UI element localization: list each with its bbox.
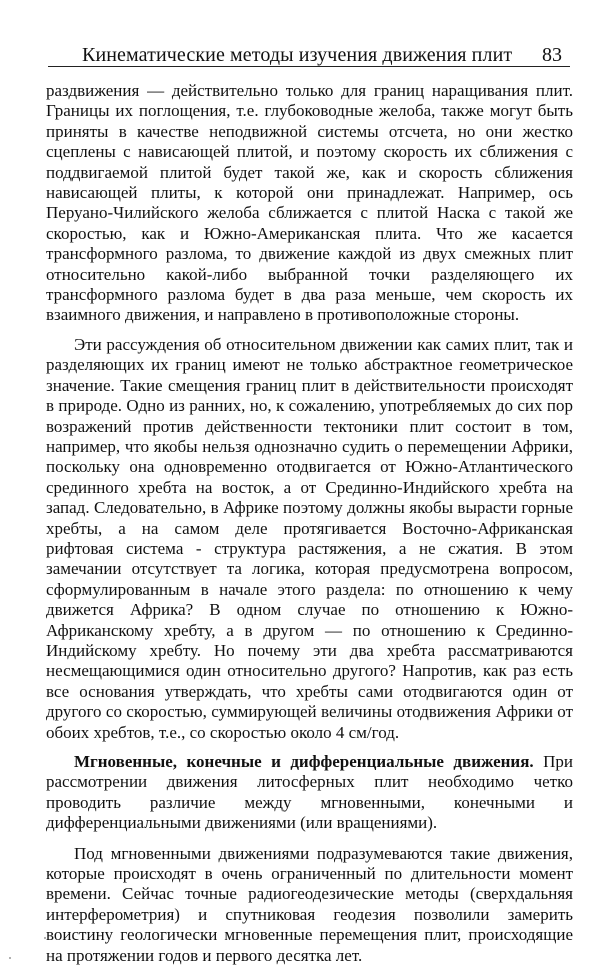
paragraph-3 (46, 752, 573, 834)
scan-speck (44, 937, 46, 939)
page-number: 83 (542, 44, 562, 66)
running-header (48, 38, 570, 67)
paragraph-3-text: При рассмотрении движения литосферных плит необходимо четко проводить различие между мгновенными, конечными и дифференциальными движениями (или вращениями). (46, 752, 574, 833)
running-title: Кинематические методы изучения движения плит (82, 44, 513, 66)
body-text (46, 81, 573, 966)
paragraph-4: Под мгновенными движениями подразумеваются такие движения, которые происходят в очень ограниченный по длительности момент времени. Сейчас точные радиогеодезические методы (сверхдальняя интерферометрия) и спутниковая геодезия позволили замерить воистину геологически мгновенные перемещения плит, происходящие на протяжении годов и первого десятка лет. (46, 843, 573, 965)
paragraph-2: Эти рассуждения об относительном движении как самих плит, так и разделяющих их границ имеют не только абстрактное геометрическое значение. Такие смещения границ плит в действительности происходят в природе. Одно из ранних, но, к сожалению, употребляемых до сих пор возражений против действенности тектоники плит состоит в том, например, что якобы нельзя однозначно судить о перемещении Африки, поскольку она одновременно отодвигается от Южно-Атлантического срединного хребта на восток, а от Срединно-Индийского хребта на запад. Следовательно, в Африке поэтому должны якобы вырасти горные хребты, а на самом деле протягивается Восточно-Африканская рифтовая система - структура растяжения, а не сжатия. В этом замечании отсутствует та логика, которая предусмотрена вопросом, сформулированным в начале этого раздела: по отношению к чему движется Африка? В одном случае по отношению к Южно-Африканскому хребту, а в другом — по отношению к Срединно-Индийскому хребту. Но почему эти два хребта рассматриваются несмещающимися один относительно другого? Напротив, как раз есть все основания утверждать, что хребты сами отодвигаются один от другого со скоростью, суммирующей величины отодвижения Африки от обоих хребтов, т.е., со скоростью около 4 см/год. (46, 334, 573, 742)
scan-speck (9, 957, 11, 959)
section-run-in-heading: Мгновенные, конечные и дифференциальные движения. (74, 752, 534, 771)
paragraph-1: раздвижения — действительно только для границ наращивания плит. Границы их поглощения, т.е. глубоководные желоба, также могут быть приняты в качестве неподвижной системы отсчета, но они жестко сцеплены с нависающей плитой, и поэтому скорость их сближения с поддвигаемой плитой будет такой же, как и скорость сближения нависающей плиты, к которой они принадлежат. Например, ось Перуано-Чилийского желоба сближается с плитой Наска с такой же скоростью, как и Южно-Американская плита. Что же касается трансформного разлома, то движение каждой из двух смежных плит относительно какой-либо выбранной точки разделяющего их трансформного разлома будет в два раза меньше, чем скорость их взаимного движения, и направлено в противоположные стороны. (46, 81, 573, 325)
